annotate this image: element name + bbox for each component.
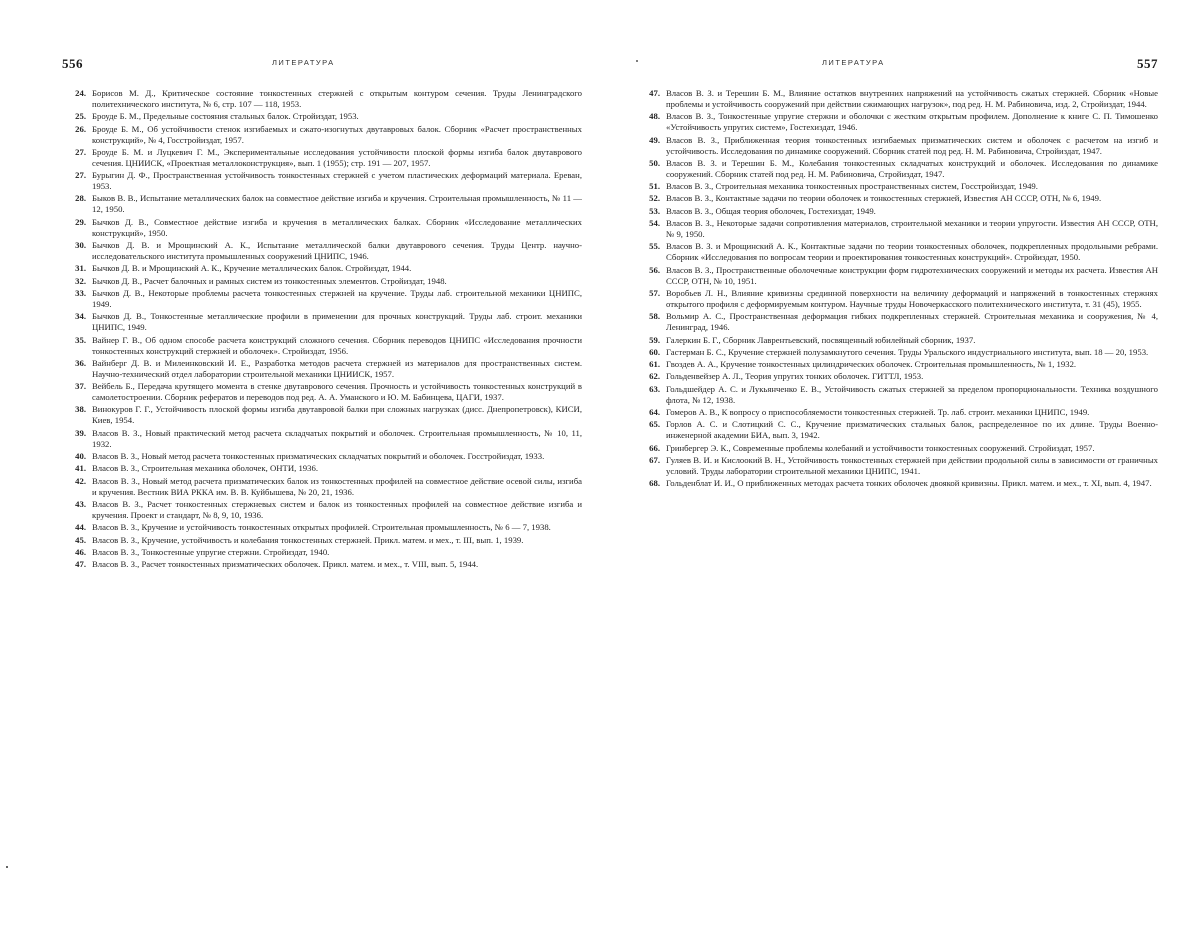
reference-number: 28.	[75, 193, 86, 204]
right-page	[636, 0, 1158, 928]
reference-entry	[636, 478, 1158, 489]
reference-number: 58.	[649, 311, 660, 322]
reference-entry	[62, 217, 582, 239]
reference-text: Броуде Б. М., Предельные состояния стальных балок. Стройиздат, 1953.	[92, 111, 359, 122]
reference-number: 66.	[649, 442, 660, 453]
reference-number: 47.	[75, 559, 86, 570]
reference-entry	[636, 347, 1158, 358]
reference-list	[636, 88, 1158, 491]
reference-entry	[62, 147, 582, 169]
reference-text: Бычков Д. В., Тонкостенные металлические профили в применении для прочных конструкций. Труды лаб. строит. механики ЦНИПС, 1949.	[92, 311, 582, 333]
reference-entry	[62, 111, 582, 122]
reference-number: 45.	[75, 534, 86, 545]
reference-text: Власов В. З., Новый метод расчета тонкостенных призматических складчатых покрытий и оболочек. Госстройиздат, 1933.	[92, 451, 545, 462]
reference-entry	[62, 559, 582, 570]
reference-text: Власов В. З., Тонкостенные упругие стержни. Стройиздат, 1940.	[92, 546, 330, 557]
reference-number: 60.	[649, 346, 660, 357]
reference-entry	[62, 358, 582, 380]
reference-number: 53.	[649, 205, 660, 216]
reference-entry	[62, 240, 582, 262]
reference-text: Власов В. З. и Мрощинский А. К., Контактные задачи по теории тонкостенных оболочек, подкрепленных продольными ребрами. Сборник «Исследования по вопросам теории и проектирования тонкостенных конструкций». Стройиздат, 1950.	[666, 241, 1158, 263]
reference-entry	[62, 476, 582, 498]
reference-text: Власов В. З., Приближенная теория тонкостенных изгибаемых призматических систем и оболочек с расчетом на изгиб и устойчивость. Исследования по динамике сооружений. Сборник статей под ред. Н. М. Рабиновича, Стройиздат, 1947.	[666, 134, 1158, 156]
reference-number: 44.	[75, 522, 86, 533]
reference-entry	[636, 311, 1158, 333]
reference-number: 32.	[75, 275, 86, 286]
reference-entry	[62, 263, 582, 274]
reference-entry	[636, 335, 1158, 346]
reference-text: Власов В. З. и Терешин Б. М., Колебания тонкостенных складчатых конструкций и оболочек. Исследования по динамике сооружений. Сборник статей под ред. Н. М. Рабиновича, Стройиздат, 1947.	[666, 157, 1158, 179]
reference-entry	[62, 451, 582, 462]
reference-text: Бычков Д. В. и Мрощинский А. К., Испытание металлической балки двутаврового сечения. Труды Центр. научно-исследовательского института промышленных сооружений ЦНИПС, 1946.	[92, 240, 582, 262]
reference-number: 65.	[649, 419, 660, 430]
reference-text: Бычков Д. В. и Мрощинский А. К., Кручение металлических балок. Стройиздат, 1944.	[92, 263, 412, 274]
reference-entry	[636, 265, 1158, 287]
reference-text: Власов В. З., Кручение, устойчивость и колебания тонкостенных стержней. Прикл. матем. и мех., т. III, вып. 1, 1939.	[92, 534, 524, 545]
reference-number: 55.	[649, 241, 660, 252]
reference-text: Власов В. З., Некоторые задачи сопротивления материалов, строительной механики и теории упругости. Известия АН СССР, ОТН, № 9, 1950.	[666, 218, 1158, 240]
reference-text: Гуляев В. И. и Кислоокий В. Н., Устойчивость тонкостенных стержней при действии продольной силы в зависимости от граничных условий. Труды лаборатории строительной механики ЦНИПС, 1941.	[666, 454, 1158, 476]
reference-text: Власов В. З., Новый метод расчета призматических балок из тонкостенных профилей на совместное действие осевой силы, изгиба и кручения. Вестник ВИА РККА им. В. В. Куйбышева, № 20, 21, 1936.	[92, 475, 582, 497]
reference-entry	[636, 218, 1158, 240]
reference-text: Власов В. З., Контактные задачи по теории оболочек и тонкостенных стержней, Известия АН СССР, ОТН, № 6, 1949.	[666, 193, 1102, 204]
reference-entry	[62, 88, 582, 110]
reference-number: 39.	[75, 427, 86, 438]
reference-entry	[62, 522, 582, 533]
reference-text: Винокуров Г. Г., Устойчивость плоской формы изгиба двутавровой балки при сложных нагрузках (дисс. Днепропетровск), КИСИ, Киев, 1954.	[92, 404, 582, 426]
reference-text: Бурыгин Д. Ф., Пространственная устойчивость тонкостенных стержней с учетом пластических деформаций материала. Ереван, 1953.	[92, 170, 582, 192]
reference-text: Вайнберг Д. В. и Милеинковский И. Е., Разработка методов расчета стержней из материалов для пространственных систем. Научно-технический отдел лаборатории строительной механики ЦНИИСК, 1957.	[92, 357, 582, 379]
reference-number: 24.	[75, 88, 86, 98]
reference-number: 47.	[649, 88, 660, 98]
running-title: ЛИТЕРАТУРА	[822, 58, 885, 67]
reference-number: 54.	[649, 218, 660, 229]
reference-text: Гольдшейдер А. С. и Лукьянченко Е. В., Устойчивость сжатых стержней за пределом пропорциональности. Техника воздушного флота, № 12, 1938.	[666, 383, 1158, 405]
reference-entry	[636, 384, 1158, 406]
reference-number: 49.	[649, 134, 660, 145]
reference-entry	[636, 455, 1158, 477]
page-number: 557	[1137, 56, 1158, 71]
reference-number: 36.	[75, 357, 86, 368]
reference-text: Власов В. З., Строительная механика тонкостенных пространственных систем, Госстройиздат, 1949.	[666, 181, 1038, 192]
reference-number: 27.	[75, 170, 86, 181]
reference-entry	[636, 359, 1158, 370]
reference-list	[62, 88, 582, 571]
reference-text: Гвоздев А. А., Кручение тонкостенных цилиндрических оболочек. Строительная промышленность, № 1, 1932.	[666, 359, 1077, 370]
reference-number: 41.	[75, 463, 86, 474]
reference-text: Горлов А. С. и Слотицкий С. С., Кручение призматических стальных балок, распределенное по их длине. Труды Военно-инженерной академии БИА, вып. 3, 1942.	[666, 419, 1158, 441]
reference-entry	[636, 135, 1158, 157]
reference-entry	[636, 241, 1158, 263]
reference-text: Власов В. З., Строительная механика оболочек, ОНТИ, 1936.	[92, 463, 319, 474]
reference-text: Бычков Д. В., Расчет балочных и рамных систем из тонкостенных элементов. Стройиздат, 1948.	[92, 275, 447, 286]
reference-entry	[636, 111, 1158, 133]
reference-entry	[62, 535, 582, 546]
reference-number: 48.	[649, 111, 660, 122]
reference-number: 68.	[649, 478, 660, 489]
page-number: 556	[62, 56, 83, 71]
reference-entry	[62, 311, 582, 333]
reference-text: Власов В. З., Кручение и устойчивость тонкостенных открытых профилей. Строительная промышленность, № 6 — 7, 1938.	[92, 522, 551, 533]
reference-entry	[62, 428, 582, 450]
reference-number: 27.	[75, 146, 86, 157]
running-head	[636, 56, 1158, 72]
reference-number: 42.	[75, 475, 86, 486]
reference-entry	[636, 193, 1158, 204]
reference-number: 33.	[75, 287, 86, 298]
reference-entry	[62, 288, 582, 310]
reference-entry	[636, 443, 1158, 454]
reference-text: Гринбергер Э. К., Современные проблемы колебаний и устойчивости тонкостенных сооружений. Стройиздат, 1957.	[666, 442, 1095, 453]
reference-number: 52.	[649, 193, 660, 204]
reference-entry	[636, 288, 1158, 310]
reference-number: 37.	[75, 381, 86, 392]
reference-entry	[636, 88, 1158, 110]
reference-number: 62.	[649, 371, 660, 382]
reference-number: 38.	[75, 404, 86, 415]
reference-text: Вайнер Г. В., Об одном способе расчета конструкций сложного сечения. Сборник переводов ЦНИПС «Исследования прочности тонкостенных конструкций стержней и оболочек». Стройиздат, 1956.	[92, 334, 582, 356]
reference-number: 67.	[649, 454, 660, 465]
reference-entry	[62, 193, 582, 215]
reference-number: 30.	[75, 240, 86, 251]
running-title: ЛИТЕРАТУРА	[272, 58, 335, 67]
reference-entry	[62, 124, 582, 146]
reference-text: Вольмир А. С., Пространственная деформация гибких подкрепленных стержней. Строительная механика и сооружения, № 4, Ленинград, 1946.	[666, 311, 1158, 333]
left-page	[62, 0, 582, 928]
reference-entry	[636, 407, 1158, 418]
reference-text: Власов В. З., Расчет тонкостенных стержневых систем и балок из тонкостенных профилей на совместное действие изгиба и кручения. Проект и стандарт, № 8, 9, 10, 1936.	[92, 498, 582, 520]
reference-number: 34.	[75, 311, 86, 322]
reference-text: Власов В. З., Расчет тонкостенных призматических оболочек. Прикл. матем. и мех., т. VIII, вып. 5, 1944.	[92, 559, 479, 570]
reference-entry	[62, 547, 582, 558]
reference-number: 46.	[75, 546, 86, 557]
reference-number: 56.	[649, 264, 660, 275]
reference-text: Власов В. З., Тонкостенные упругие стержни и оболочки с жестким открытым профилем. Дополнение к книге С. П. Тимошенко «Устойчивость упругих систем», Гостехиздат, 1946.	[666, 111, 1158, 133]
reference-number: 57.	[649, 287, 660, 298]
reference-entry	[62, 276, 582, 287]
reference-text: Власов В. З., Пространственные оболочечные конструкции форм гидротехнических сооружений и методы их расчета. Известия АН СССР, ОТН, № 10, 1951.	[666, 264, 1158, 286]
reference-number: 26.	[75, 123, 86, 134]
reference-entry	[636, 206, 1158, 217]
reference-text: Броуде Б. М. и Луцкевич Г. М., Экспериментальные исследования устойчивости плоской формы изгиба балок двутаврового сечения. ЦНИИСК, «Проектная металлоконструкция», вып. 1 (1955); стр. 191 — 207, 1957.	[92, 146, 582, 168]
reference-entry	[636, 158, 1158, 180]
reference-number: 64.	[649, 407, 660, 418]
reference-number: 31.	[75, 263, 86, 274]
reference-text: Власов В. З., Общая теория оболочек, Гостехиздат, 1949.	[666, 205, 876, 216]
reference-entry	[62, 335, 582, 357]
reference-number: 25.	[75, 111, 86, 122]
reference-text: Воробьев Л. Н., Влияние кривизны срединной поверхности на величину деформаций и напряжений в тонкостенных стержнях открытого профиля с деформируемым контуром. Научные труды Новочеркасского политехнического института, т. 31 (45), 1955.	[666, 287, 1158, 309]
reference-text: Бычков Д. В., Совместное действие изгиба и кручения в металлических балках. Сборник «Исследование металлических конструкций», 1950.	[92, 216, 582, 238]
reference-text: Борисов М. Д., Критическое состояние тонкостенных стержней с открытым контуром сечения. Труды Ленинградского политехнического института, № 6, стр. 107 — 118, 1953.	[92, 88, 582, 109]
reference-text: Гольденвейзер А. Л., Теория упругих тонких оболочек. ГИТТЛ, 1953.	[666, 371, 924, 382]
reference-text: Гастерман Б. С., Кручение стержней полузамкнутого сечения. Труды Уральского индустриального института, вып. 18 — 20, 1953.	[666, 346, 1149, 357]
reference-number: 61.	[649, 359, 660, 370]
reference-entry	[636, 181, 1158, 192]
reference-entry	[636, 371, 1158, 382]
reference-text: Броуде Б. М., Об устойчивости стенок изгибаемых и сжато-изогнутых двутавровых балок. Сборник «Расчет пространственных конструкций», № 4, Госстройиздат, 1957.	[92, 123, 582, 145]
reference-entry	[636, 419, 1158, 441]
reference-number: 50.	[649, 157, 660, 168]
margin-mark	[6, 866, 8, 868]
reference-text: Власов В. З. и Терешин Б. М., Влияние остатков внутренних напряжений на устойчивость сжатых стержней. Сборник «Новые проблемы и устойчивость сооружений при действии сжимающих нагрузок», под ред. Н. М. Рабиновича, изд. 2, Стройиздат, 1944.	[666, 88, 1158, 109]
reference-entry	[62, 463, 582, 474]
reference-number: 43.	[75, 498, 86, 509]
reference-number: 35.	[75, 334, 86, 345]
reference-text: Гомеров А. В., К вопросу о приспособляемости тонкостенных стержней. Тр. лаб. строит. механики ЦНИПС, 1949.	[666, 407, 1090, 418]
reference-entry	[62, 499, 582, 521]
running-head	[62, 56, 582, 72]
reference-text: Быков В. В., Испытание металлических балок на совместное действие изгиба и кручения. Строительная промышленность, № 11 — 12, 1950.	[92, 193, 582, 215]
reference-number: 63.	[649, 383, 660, 394]
reference-number: 51.	[649, 181, 660, 192]
reference-text: Власов В. З., Новый практический метод расчета складчатых покрытий и оболочек. Строительная промышленность, № 10, 11, 1932.	[92, 427, 582, 449]
reference-number: 40.	[75, 451, 86, 462]
reference-number: 29.	[75, 216, 86, 227]
reference-entry	[62, 170, 582, 192]
reference-number: 59.	[649, 334, 660, 345]
reference-text: Бычков Д. В., Некоторые проблемы расчета тонкостенных стержней на кручение. Труды лаб. строительной механики ЦНИПС, 1949.	[92, 287, 582, 309]
reference-text: Гольденблат И. И., О приближенных методах расчета тонких оболочек двоякой кривизны. Прикл. матем. и мех., т. XI, вып. 4, 1947.	[666, 478, 1152, 489]
reference-entry	[62, 404, 582, 426]
reference-entry	[62, 381, 582, 403]
reference-text: Вейбель Б., Передача крутящего момента в стенке двутаврового сечения. Прочность и устойчивость тонкостенных конструкций в самолетостроении. Сборник рефератов и переводов под ред. А. А. Уманского и Ю. М. Бабинцева, ЦАГИ, 1937.	[92, 381, 582, 403]
reference-text: Галеркин Б. Г., Сборник Лаврентьевский, посвященный юбилейный сборник, 1937.	[666, 334, 976, 345]
